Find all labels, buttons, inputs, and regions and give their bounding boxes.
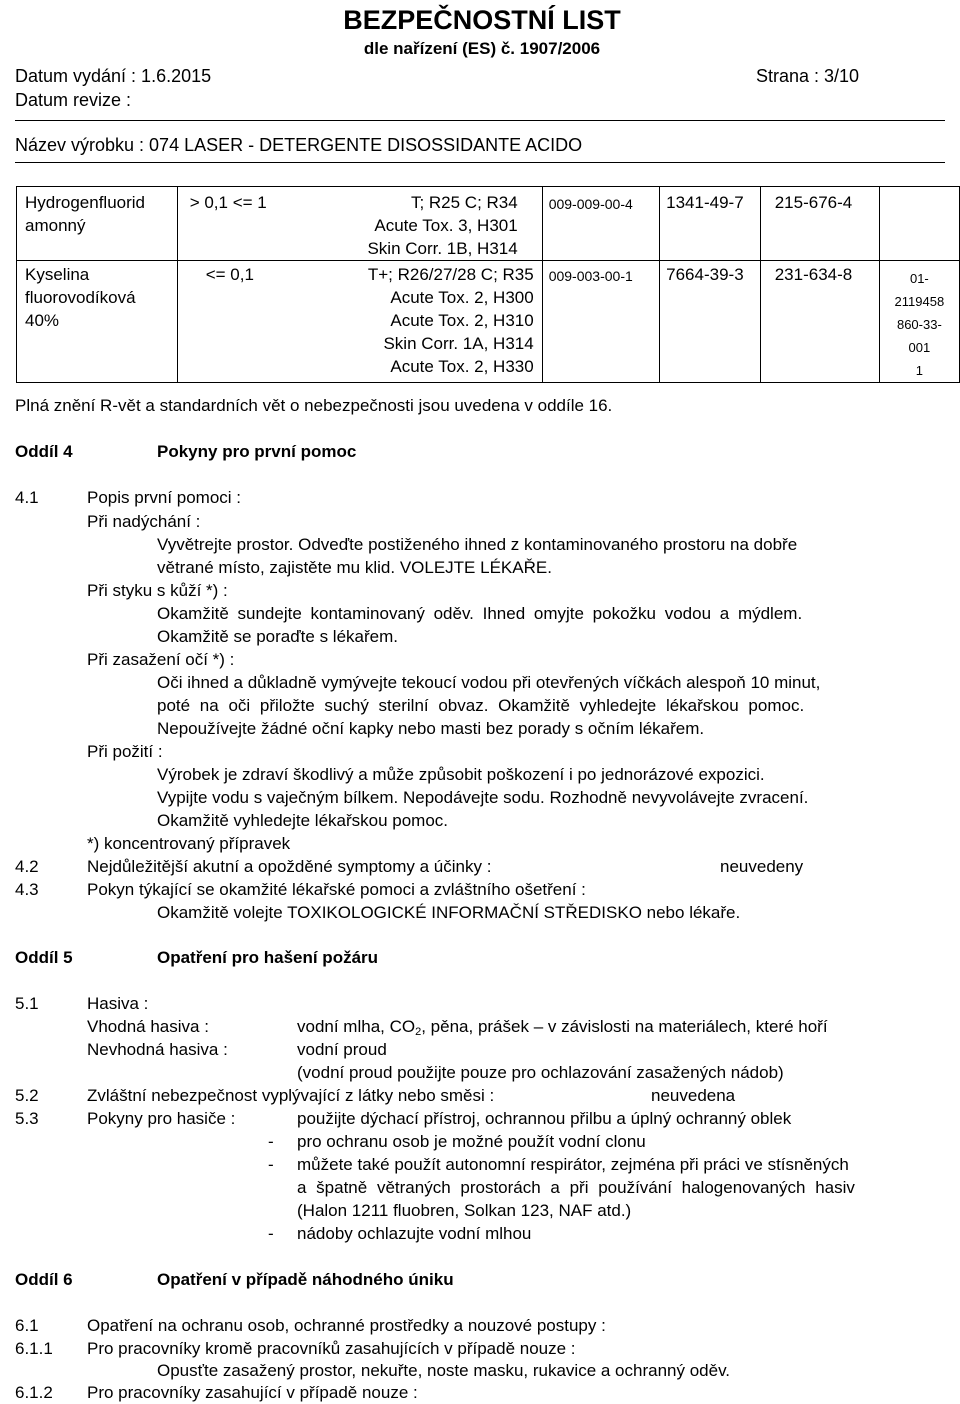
concentration-classification (177, 261, 542, 383)
document-title: BEZPEČNOSTNÍ LIST (343, 5, 621, 35)
classification-line: T+; R26/27/28 C; R35 (367, 265, 534, 284)
subsection-number: 4.3 (15, 880, 39, 899)
component-name-line: 40% (25, 311, 60, 330)
firefighter-text-3b: a špatně větraných prostorách a při používání halogenovaných hasiv (297, 1178, 855, 1197)
classification-line: Skin Corr. 1B, H314 (367, 239, 518, 258)
firefighter-text-3c: (Halon 1211 fluobren, Solkan 123, NAF atd.) (297, 1201, 632, 1220)
document-subtitle: dle nařízení (ES) č. 1907/2006 (363, 39, 601, 58)
subsection-number: 4.1 (15, 488, 39, 507)
concentration: > 0,1 <= 1 (189, 193, 267, 212)
issue-date: Datum vydání : 1.6.2015 (15, 66, 212, 86)
suitable-value (297, 1017, 828, 1039)
revision-date: Datum revize : (15, 90, 132, 110)
subsection-title: Pokyn týkající se okamžité lékařské pomoci a zvláštního ošetření : (87, 880, 586, 899)
ec-number: 231-634-8 (760, 261, 879, 383)
subsection-number: 6.1 (15, 1316, 39, 1335)
header-rule-bottom (15, 162, 945, 163)
eye-text-3: Nepoužívejte žádné oční kapky nebo masti bez porady s očním lékařem. (157, 719, 705, 738)
registration-line: 860-33- (896, 317, 942, 332)
section-4-title: Pokyny pro první pomoc (157, 442, 357, 461)
eye-text-2: poté na oči přiložte suchý sterilní obvaz. Okamžitě vyhledejte lékařskou pomoc. (157, 696, 805, 715)
registration-number (879, 187, 959, 261)
r-phrases-note: Plná znění R-vět a standardních vět o nebezpečnosti jsou uvedena v oddíle 16. (15, 396, 613, 415)
firefighter-text-4: nádoby ochlazujte vodní mlhou (297, 1224, 532, 1243)
bullet-dash: - (268, 1155, 274, 1174)
subsection-number: 6.1.2 (15, 1383, 53, 1402)
inhalation-text-2: větrané místo, zajistěte mu klid. VOLEJTE LÉKAŘE. (157, 558, 552, 577)
footnote: *) koncentrovaný přípravek (87, 834, 291, 853)
skin-label: Při styku s kůží *) : (87, 581, 228, 600)
section-5-title: Opatření pro hašení požáru (157, 948, 379, 967)
ingestion-label: Při požití : (87, 742, 163, 761)
classification-line: Acute Tox. 3, H301 (374, 216, 518, 235)
text-line: Vyvětrejte prostor. Odveďte postiženého ihned z kontaminovaného prostoru na dobře (157, 535, 798, 554)
classification-line: Acute Tox. 2, H310 (390, 311, 534, 330)
suitable-label: Vhodná hasiva : (87, 1017, 209, 1036)
classification-line: Skin Corr. 1A, H314 (383, 334, 534, 353)
skin-text-2: Okamžitě se poraďte s lékařem. (157, 627, 398, 646)
ingestion-text-2: Vypijte vodu s vaječným bílkem. Nepodávejte sodu. Rozhodně nevyvolávejte zvracení. (157, 788, 809, 807)
firefighter-text-2: pro ochranu osob je možné použít vodní clonu (297, 1132, 646, 1151)
inhalation-label: Při nadýchání : (87, 512, 201, 531)
registration-line: 2119458 (894, 294, 945, 309)
firefighter-text-1: použijte dýchací přístroj, ochrannou přilbu a úplný ochranný oblek (297, 1109, 792, 1128)
ingestion-text-3: Okamžitě vyhledejte lékařskou pomoc. (157, 811, 449, 830)
classification-line: T; R25 C; R34 (410, 193, 518, 212)
subsection-number: 5.1 (15, 994, 39, 1013)
unsuitable-value-2: (vodní proud použijte pouze pro ochlazování zasažených nádob) (297, 1063, 784, 1082)
subsection-value: Opusťte zasažený prostor, nekuřte, noste masku, rukavice a ochranný oděv. (157, 1361, 731, 1380)
text-part: , pěna, prášek – v závislosti na materiálech, které hoří (421, 1017, 828, 1036)
subsection-title: Pro pracovníky zasahující v případě nouze : (87, 1383, 418, 1402)
subsection-value: neuvedeny (720, 857, 804, 876)
subsection-number: 4.2 (15, 857, 39, 876)
unsuitable-value-1: vodní proud (297, 1040, 387, 1059)
registration-line: 001 (908, 340, 931, 355)
registration-number (879, 261, 959, 383)
subsection-number: 5.3 (15, 1109, 39, 1128)
section-6-title: Opatření v případě náhodného úniku (157, 1270, 454, 1289)
subsection-number: 6.1.1 (15, 1339, 53, 1358)
component-name-line: fluorovodíková (25, 288, 136, 307)
section-4-label: Oddíl 4 (15, 442, 73, 461)
ec-number: 215-676-4 (760, 187, 879, 261)
page-number: Strana : 3/10 (756, 66, 860, 86)
subsection-title: Pokyny pro hasiče : (87, 1109, 236, 1128)
subsection-title: Nejdůležitější akutní a opožděné symptomy a účinky : (87, 857, 492, 876)
registration-line: 1 (915, 363, 923, 378)
unsuitable-label: Nevhodná hasiva : (87, 1040, 228, 1059)
components-table (16, 186, 960, 383)
product-name: Název výrobku : 074 LASER - DETERGENTE DISOSSIDANTE ACIDO (15, 135, 583, 155)
section-6-label: Oddíl 6 (15, 1270, 73, 1289)
eye-text-1: Oči ihned a důkladně vymývejte tekoucí vodou při otevřených víčkách alespoň 10 minut, (157, 673, 821, 692)
text-part: vodní mlha, CO (297, 1017, 416, 1036)
concentration: <= 0,1 (205, 265, 254, 284)
cas-number: 1341-49-7 (660, 187, 761, 261)
firefighter-text-3a: můžete také použít autonomní respirátor, zejména při práci ve stísněných (297, 1155, 849, 1174)
eye-label: Při zasažení očí *) : (87, 650, 235, 669)
index-number: 009-009-00-4 (542, 187, 659, 261)
table-row (17, 187, 960, 261)
component-name (17, 261, 178, 383)
bullet-dash: - (268, 1224, 274, 1243)
subsection-title: Opatření na ochranu osob, ochranné prostředky a nouzové postupy : (87, 1316, 606, 1335)
subsection-title: Zvláštní nebezpečnost vyplývající z látky nebo směsi : (87, 1086, 495, 1105)
subsection-title: Pro pracovníky kromě pracovníků zasahujících v případě nouze : (87, 1339, 576, 1358)
subsection-title: Popis první pomoci : (87, 488, 242, 507)
component-name-line: Hydrogenfluorid (25, 193, 146, 212)
subsection-number: 5.2 (15, 1086, 39, 1105)
subsection-title: Hasiva : (87, 994, 149, 1013)
inhalation-text-1 (157, 535, 947, 555)
subsection-value: Okamžitě volejte TOXIKOLOGICKÉ INFORMAČNÍ STŘEDISKO nebo lékaře. (157, 903, 741, 922)
subscript: 2 (415, 1026, 422, 1038)
section-5-label: Oddíl 5 (15, 948, 73, 967)
table-row (17, 261, 960, 383)
skin-text-1: Okamžitě sundejte kontaminovaný oděv. Ihned omyjte pokožku vodou a mýdlem. (157, 604, 803, 623)
cas-number: 7664-39-3 (660, 261, 761, 383)
component-name-line: Kyselina (25, 265, 90, 284)
ingestion-text-1: Výrobek je zdraví škodlivý a může způsobit poškození i po jednorázové expozici. (157, 765, 765, 784)
registration-line: 01- (909, 271, 929, 286)
index-number: 009-003-00-1 (542, 261, 659, 383)
classification-line: Acute Tox. 2, H330 (390, 357, 534, 376)
header-rule-top (15, 120, 945, 121)
subsection-value: neuvedena (651, 1086, 736, 1105)
concentration-classification (177, 187, 542, 261)
component-name-line: amonný (25, 216, 86, 235)
bullet-dash: - (268, 1132, 274, 1151)
component-name (17, 187, 178, 261)
classification-line: Acute Tox. 2, H300 (390, 288, 534, 307)
